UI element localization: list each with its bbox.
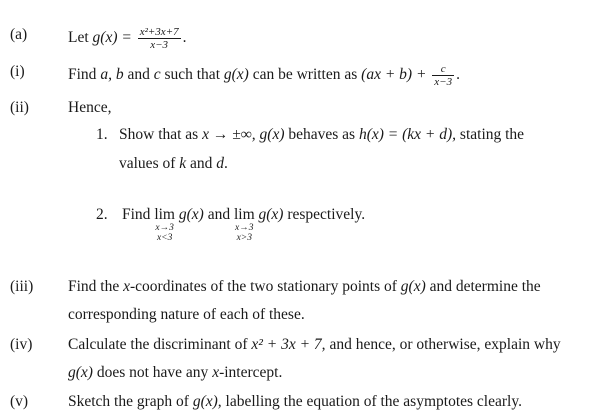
limit-left: lim x→3 x<3	[154, 206, 175, 243]
label-ii: (ii)	[10, 99, 29, 116]
fraction-g	[138, 26, 181, 51]
fraction-numerator: x²+3x+7	[139, 26, 179, 38]
text-ii: Hence,	[68, 99, 112, 116]
label-iii: (iii)	[10, 278, 34, 295]
label-a: (a)	[10, 26, 28, 43]
subpart-1-text: Show that as x → ±∞, g(x) behaves as h(x) = (kx + d), stating the	[119, 126, 525, 143]
text-i: Find a, b and c such that g(x) can be written as (ax + b) + $\frac{c}{x-3}$ .	[68, 63, 460, 88]
subpart-2-number: 2.	[96, 206, 108, 223]
function-g: g(x) =	[92, 29, 132, 47]
limit-right: lim x→3 x>3	[233, 206, 255, 243]
subpart-1-number: 1.	[96, 126, 108, 143]
label-v: (v)	[10, 393, 29, 410]
label-i: (i)	[10, 63, 25, 80]
label-iv: (iv)	[10, 336, 33, 353]
fraction-denominator: x−3	[150, 39, 169, 51]
fraction-c: $\frac{c}{x-3}$	[434, 63, 453, 88]
text-a: Let g(x) = $\frac{\text{x²+3x+7}}{x-3}$ .	[68, 26, 187, 51]
subpart-2-text: Find lim x→3 x<3 g(x) and lim x→3 x>3 g(x) respectively.	[122, 206, 366, 243]
